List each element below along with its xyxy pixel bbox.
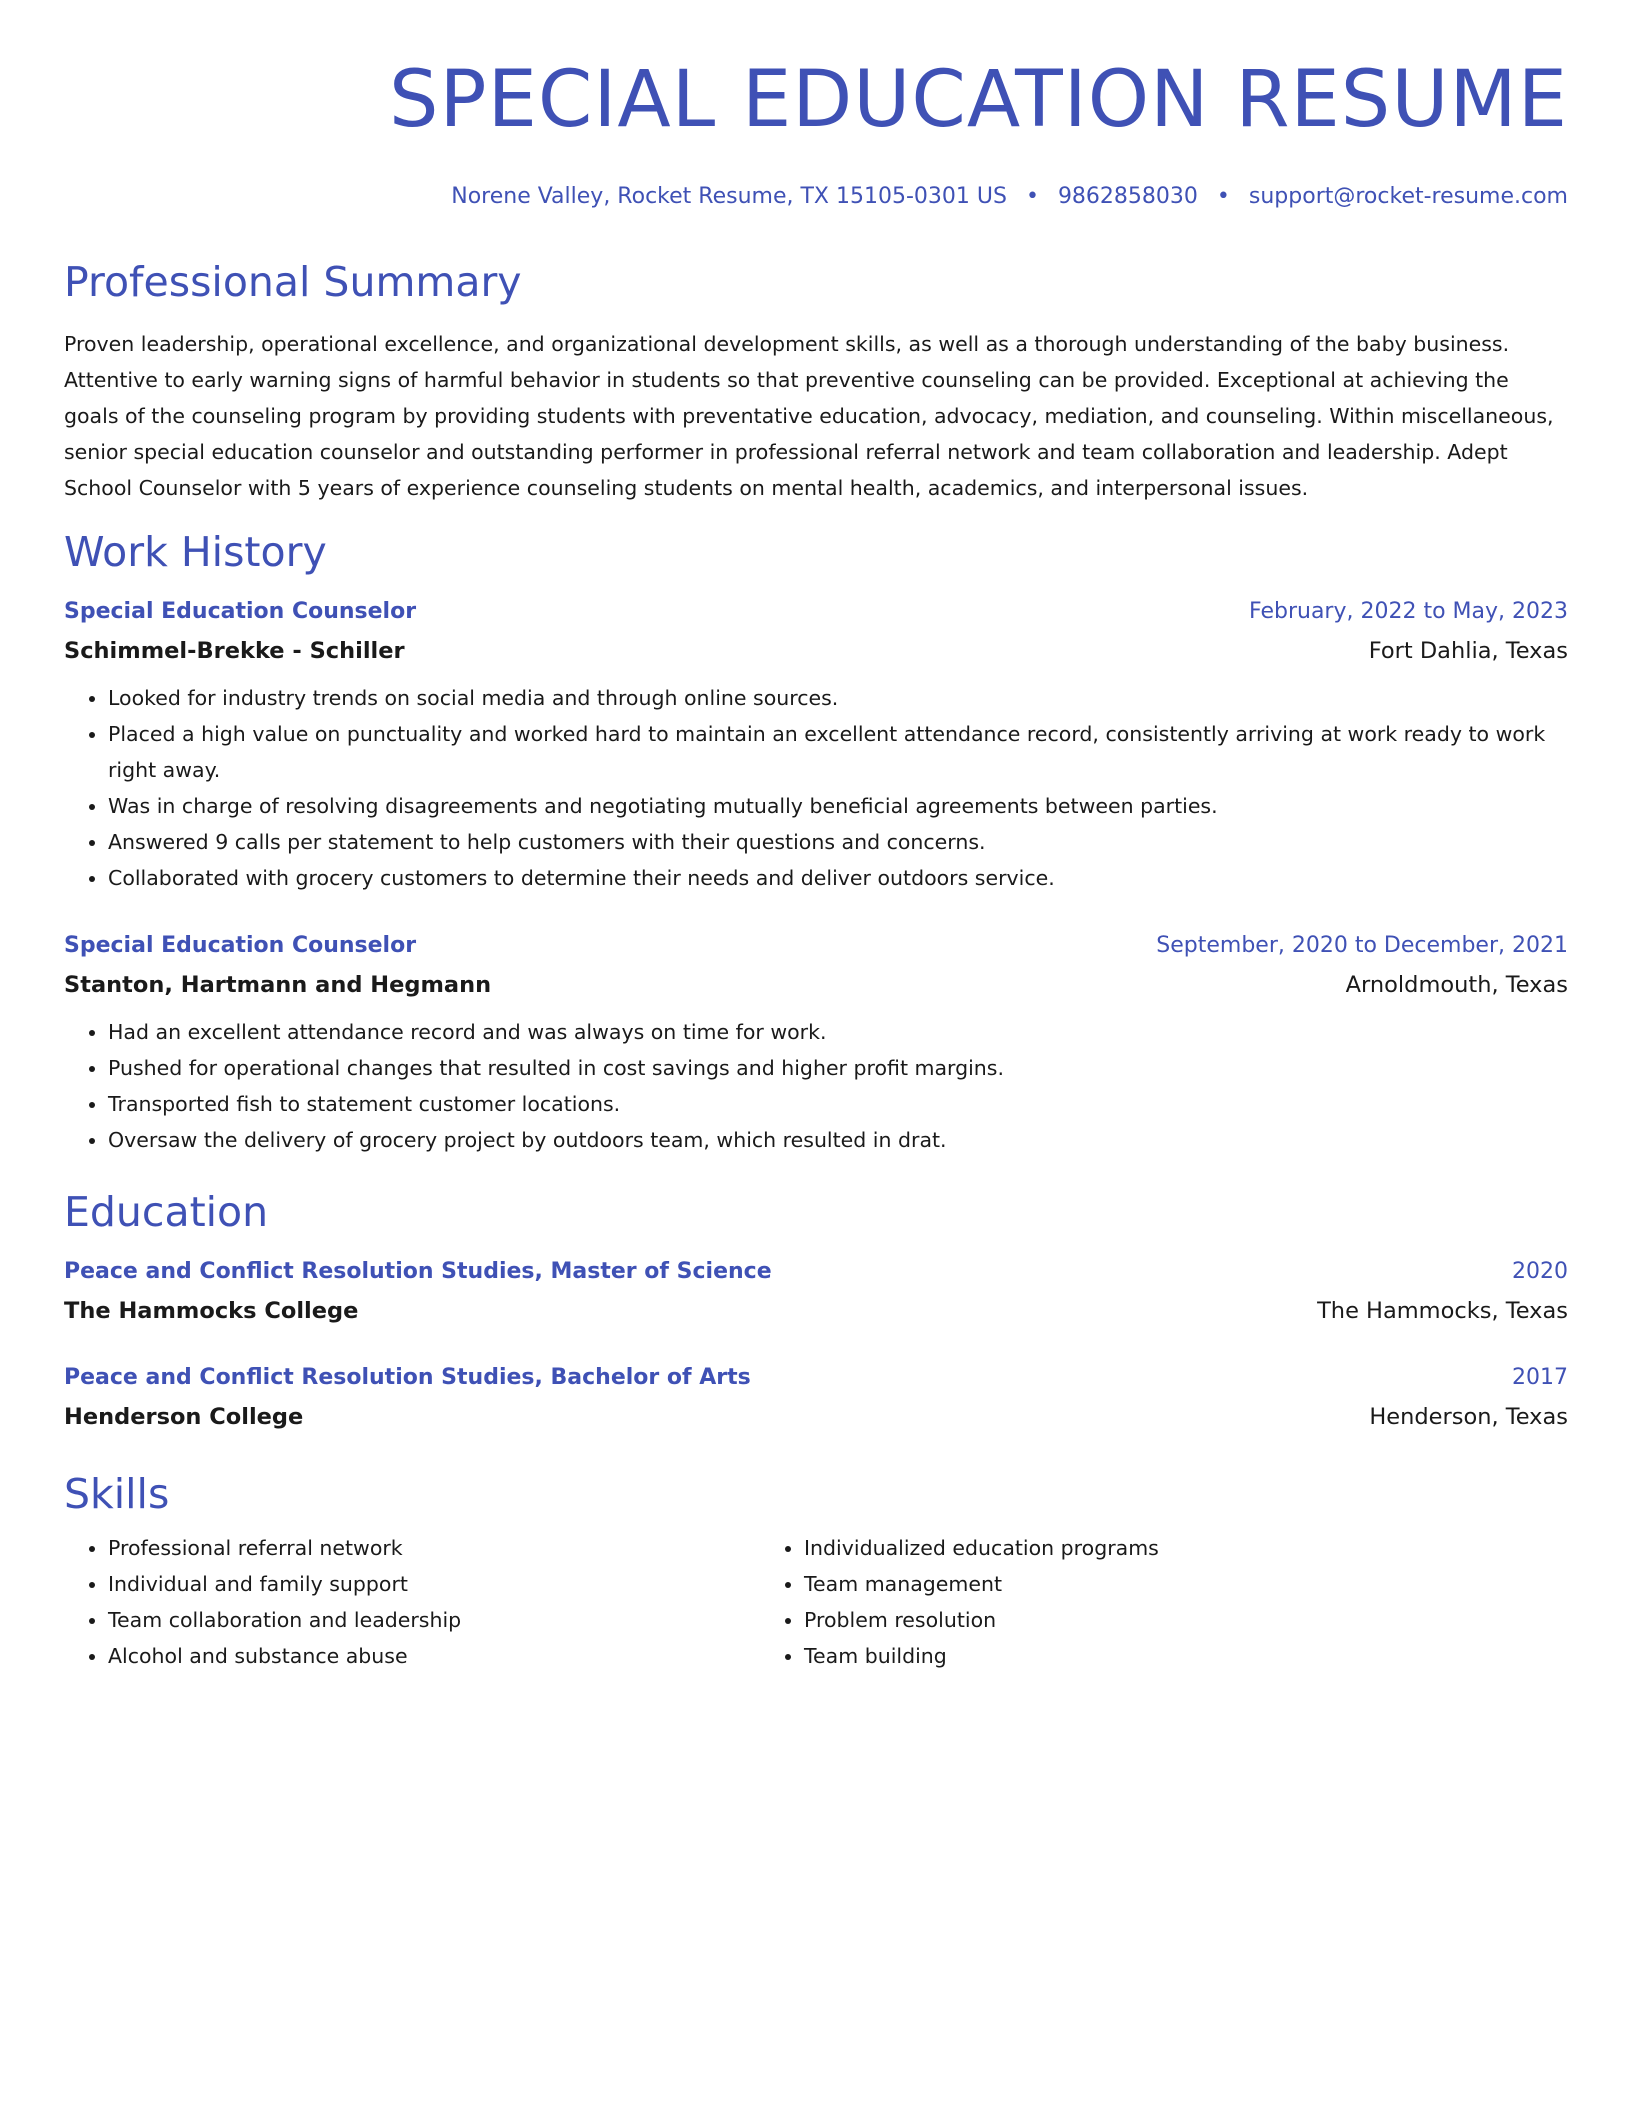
contact-email: support@rocket-resume.com <box>1248 184 1568 209</box>
summary-heading: Professional Summary <box>64 258 522 306</box>
education-section <box>64 1186 1568 1434</box>
job-bullet: • Answered 9 calls per statement to help customers with their questions and concerns. <box>108 824 1568 860</box>
job-bullets <box>64 680 1568 896</box>
resume-title: SPECIAL EDUCATION RESUME <box>389 55 1568 145</box>
summary-text: Proven leadership, operational excellence, and organizational development skills, as well as a thorough understanding of the baby business. Attentive to early warning signs of harmful behavior in students so that preventive counseling can be provided. Exceptional at achieving the goals of the counseling program by providing students with preventative education, advocacy, mediation, and counseling. Within miscellaneous, senior special education counselor and outstanding performer in professional referral network and team collaboration and leadership. Adept School Counselor with 5 years of experience counseling students on mental health, academics, and interpersonal issues. <box>64 332 1554 500</box>
job-bullet: • Pushed for operational changes that resulted in cost savings and higher profit margins. <box>108 1050 1568 1086</box>
education-heading: Education <box>64 1188 269 1236</box>
job-company: Schimmel-Brekke - Schiller <box>64 638 405 664</box>
education-degree: Peace and Conflict Resolution Studies, Bachelor of Arts <box>64 1365 751 1390</box>
job-bullet: • Transported fish to statement customer locations. <box>108 1086 1568 1122</box>
job-location: Arnoldmouth, Texas <box>1345 972 1568 998</box>
education-degree: Peace and Conflict Resolution Studies, Master of Science <box>64 1259 772 1284</box>
job-bullet: • Placed a high value on punctuality and worked hard to maintain an excellent attendance record, consistently arriving at work ready to work right away. <box>108 716 1568 788</box>
skill-item: • Problem resolution <box>804 1602 1456 1638</box>
skill-item: • Team building <box>804 1638 1456 1674</box>
job-location: Fort Dahlia, Texas <box>1368 638 1568 664</box>
job-dates: February, 2022 to May, 2023 <box>1249 599 1568 624</box>
contact-separator: • <box>1025 184 1039 209</box>
contact-line <box>64 182 1568 212</box>
resume-header <box>64 52 1568 212</box>
education-year: 2020 <box>1512 1259 1568 1284</box>
job-dates: September, 2020 to December, 2021 <box>1156 933 1568 958</box>
job-title: Special Education Counselor <box>64 933 417 958</box>
contact-phone: 9862858030 <box>1057 184 1198 209</box>
education-year: 2017 <box>1512 1365 1568 1390</box>
skill-item: • Individual and family support <box>108 1566 760 1602</box>
skill-item: • Team management <box>804 1566 1456 1602</box>
education-school: The Hammocks College <box>64 1298 359 1324</box>
job-title: Special Education Counselor <box>64 599 417 624</box>
work-history-heading: Work History <box>64 528 327 576</box>
job-bullet: • Oversaw the delivery of grocery project by outdoors team, which resulted in drat. <box>108 1122 1568 1158</box>
job-bullet: • Collaborated with grocery customers to determine their needs and deliver outdoors service. <box>108 860 1568 896</box>
skills-columns <box>64 1530 1568 1674</box>
education-entry <box>64 1256 1568 1328</box>
skill-item: • Alcohol and substance abuse <box>108 1638 760 1674</box>
education-school: Henderson College <box>64 1404 304 1430</box>
job-entry <box>64 596 1568 896</box>
skill-item: • Team collaboration and leadership <box>108 1602 760 1638</box>
job-bullet: • Had an excellent attendance record and was always on time for work. <box>108 1014 1568 1050</box>
job-company: Stanton, Hartmann and Hegmann <box>64 972 492 998</box>
job-bullets <box>64 1014 1568 1158</box>
summary-section <box>64 256 1568 506</box>
skills-list-right <box>760 1530 1456 1674</box>
education-location: Henderson, Texas <box>1369 1404 1568 1430</box>
contact-separator: • <box>1216 184 1230 209</box>
skill-item: • Individualized education programs <box>804 1530 1456 1566</box>
job-bullet: • Looked for industry trends on social media and through online sources. <box>108 680 1568 716</box>
education-entry <box>64 1362 1568 1434</box>
skills-section <box>64 1468 1568 1674</box>
contact-address: Norene Valley, Rocket Resume, TX 15105-0301 US <box>451 184 1007 209</box>
skill-item: • Professional referral network <box>108 1530 760 1566</box>
education-location: The Hammocks, Texas <box>1317 1298 1568 1324</box>
job-bullet: • Was in charge of resolving disagreements and negotiating mutually beneficial agreements between parties. <box>108 788 1568 824</box>
skills-heading: Skills <box>64 1470 170 1518</box>
job-entry <box>64 930 1568 1158</box>
skills-list-left <box>64 1530 760 1674</box>
work-history-section <box>64 526 1568 1158</box>
